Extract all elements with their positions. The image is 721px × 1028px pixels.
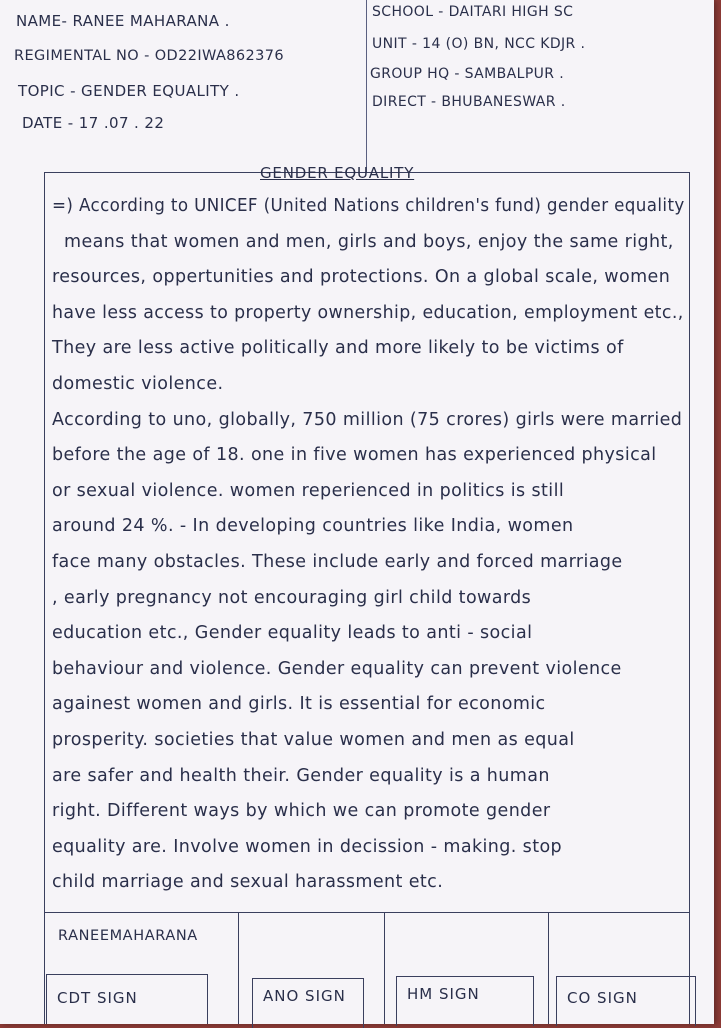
direct: DIRECT - BHUBANESWAR . [372, 94, 566, 110]
hm-sign-label: HM SIGN [407, 985, 480, 1003]
essay-line: They are less active politically and more likely to be victims of [52, 338, 624, 359]
signature-column-rule [548, 912, 549, 1024]
essay-line: face many obstacles. These include early and forced marriage [52, 552, 623, 572]
essay-line: According to uno, globally, 750 million (75 crores) girls were married [52, 409, 683, 430]
essay-line: around 24 %. - In developing countries like India, women [52, 516, 574, 537]
essay-line: child marriage and sexual harassment etc. [52, 872, 444, 893]
ano-sign-label: ANO SIGN [263, 987, 346, 1005]
hm-sign-box [396, 976, 534, 1026]
signature-top-rule [44, 912, 690, 913]
date: DATE - 17 .07 . 22 [22, 114, 165, 132]
essay-line: or sexual violence. women reperienced in politics is still [52, 480, 565, 501]
group-hq: GROUP HQ - SAMBALPUR . [370, 66, 565, 82]
essay-line: =) According to UNICEF (United Nations children's fund) gender equality [52, 196, 685, 216]
essay-line: means that women and men, girls and boys, enjoy the same right, [64, 231, 674, 252]
essay-line: againest women and girls. It is essential for economic [52, 694, 546, 715]
school: SCHOOL - DAITARI HIGH SC [372, 4, 574, 20]
essay-line: equality are. Involve women in decission - making. stop [52, 836, 563, 857]
essay-line: before the age of 18. one in five women has experienced physical [52, 445, 657, 466]
ano-sign-box [252, 978, 364, 1028]
signature-column-rule [384, 912, 385, 1024]
header-divider [366, 0, 367, 172]
cdt-sign-label: CDT SIGN [57, 989, 138, 1007]
cdt-sign-box [46, 974, 208, 1024]
essay-line: prosperity. societies that value women and men as equal [52, 730, 575, 750]
co-sign-label: CO SIGN [567, 989, 638, 1007]
essay-title: GENDER EQUALITY [260, 164, 415, 182]
essay-line: behaviour and violence. Gender equality can prevent violence [52, 658, 622, 679]
essay-line: have less access to property ownership, education, employment etc., [52, 302, 684, 323]
essay-line: are safer and health their. Gender equality is a human [52, 765, 550, 786]
essay-line: domestic violence. [52, 374, 224, 394]
student-name: NAME- RANEE MAHARANA . [16, 12, 230, 30]
essay-line: right. Different ways by which we can promote gender [52, 801, 551, 822]
unit: UNIT - 14 (O) BN, NCC KDJR . [372, 36, 586, 52]
signature-column-rule [238, 912, 239, 1024]
cadet-name: RANEEMAHARANA [58, 928, 198, 944]
topic: TOPIC - GENDER EQUALITY . [18, 82, 240, 100]
essay-line: education etc., Gender equality leads to anti - social [52, 623, 533, 644]
essay-line: , early pregnancy not encouraging girl child towards [52, 587, 532, 608]
essay-line: resources, oppertunities and protections. On a global scale, women [52, 267, 671, 288]
co-sign-box [556, 976, 696, 1026]
regimental-number: REGIMENTAL NO - OD22IWA862376 [14, 48, 285, 64]
